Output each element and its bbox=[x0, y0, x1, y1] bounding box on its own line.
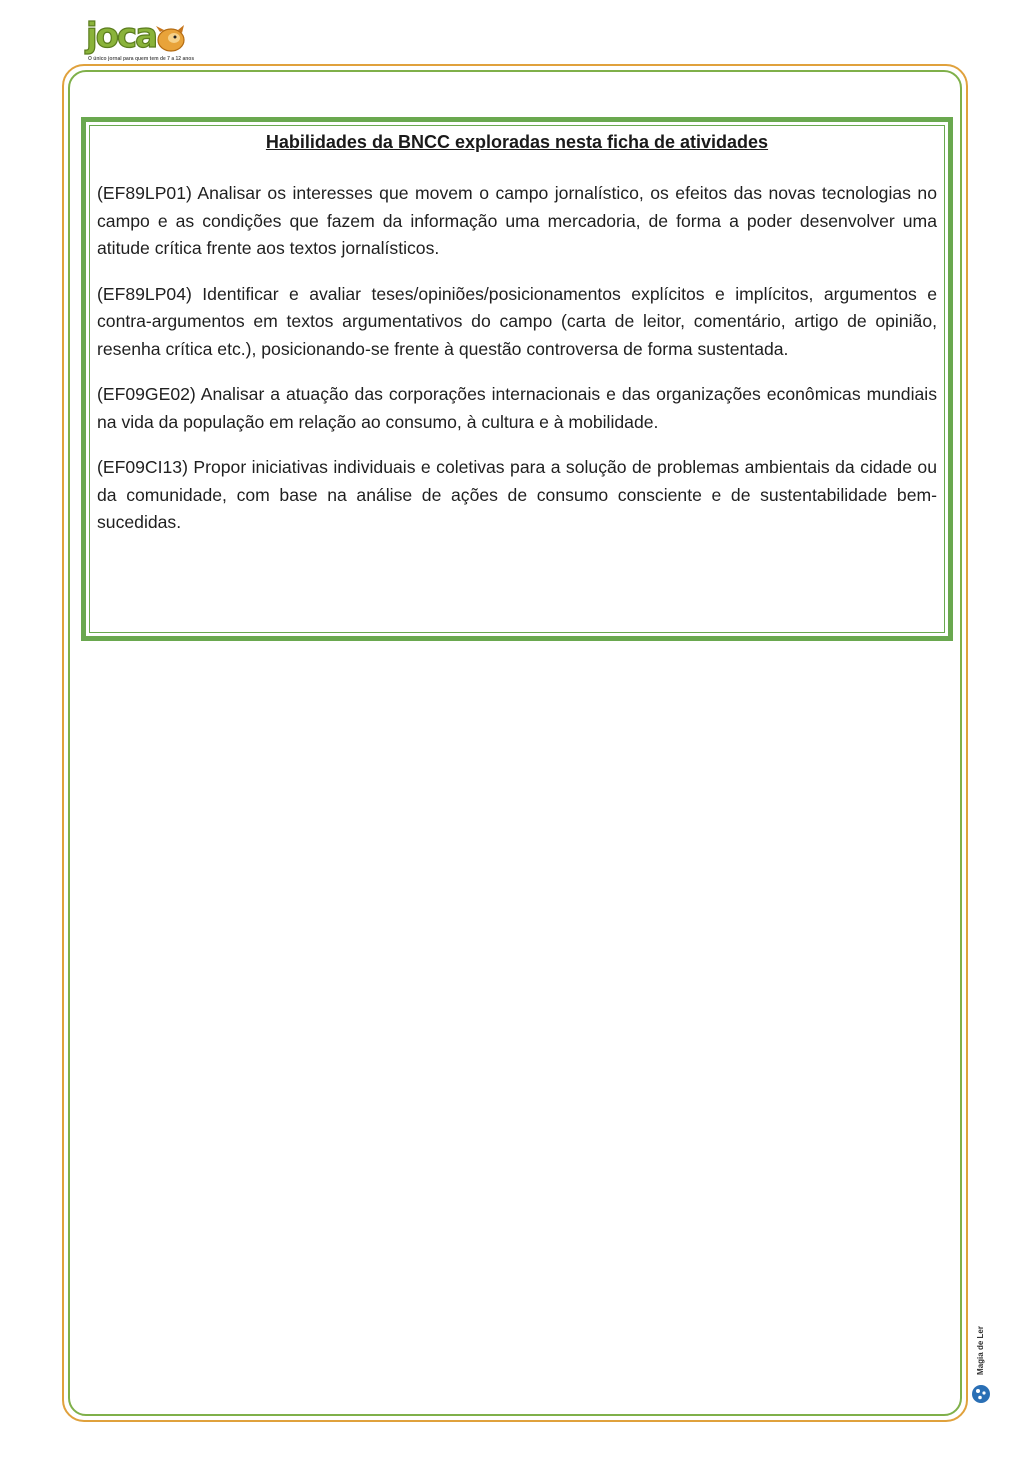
mascot-icon bbox=[154, 24, 188, 54]
publisher-name: Magia de Ler bbox=[975, 1326, 985, 1375]
logo-tagline: O único jornal para quem tem de 7 a 12 anos bbox=[88, 56, 195, 62]
bncc-skills-box bbox=[81, 117, 953, 641]
skill-item: (EF89LP01) Analisar os interesses que movem o campo jornalístico, os efeitos das novas tecnologias no campo e as condições que fazem da informação uma mercadoria, de forma a poder desenvolver uma atitude crítica frente aos textos jornalísticos. bbox=[97, 183, 937, 258]
skill-item: (EF09GE02) Analisar a atuação das corporações internacionais e das organizações econômicas mundiais na vida da população em relação ao consumo, à cultura e à mobilidade. bbox=[97, 384, 937, 432]
skills-list bbox=[97, 180, 937, 555]
skills-title: Habilidades da BNCC exploradas nesta ficha de atividades bbox=[265, 132, 769, 152]
skill-item: (EF09CI13) Propor iniciativas individuais e coletivas para a solução de problemas ambientais da cidade ou da comunidade, com base na análise de ações de consumo consciente e de sustentabilidade bem-sucedidas. bbox=[97, 457, 937, 532]
skill-item: (EF89LP04) Identificar e avaliar teses/opiniões/posicionamentos explícitos e implícitos, argumentos e contra-argumentos em textos argumentativos do campo (carta de leitor, comentário, artigo de opinião, resenha crítica etc.), posicionando-se frente à questão controversa de forma sustentada. bbox=[97, 283, 937, 359]
publisher-logo bbox=[968, 1328, 994, 1412]
joca-logo bbox=[84, 16, 195, 66]
publisher-globe-icon bbox=[971, 1384, 991, 1404]
logo-wordmark: joca bbox=[86, 16, 157, 56]
